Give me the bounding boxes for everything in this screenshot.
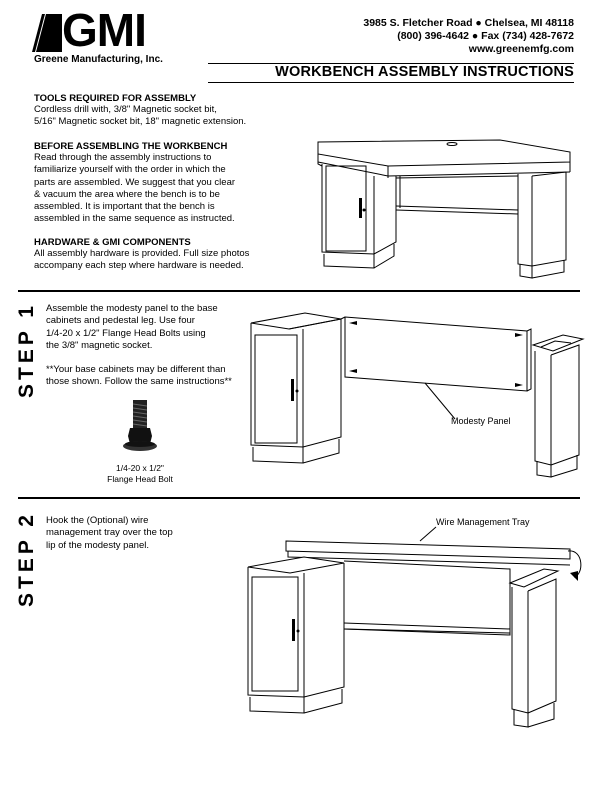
logo-mark-icon <box>32 14 62 52</box>
tools-text: Cordless drill with, 3/8" Magnetic socket bit, 5/16" Magnetic socket bit, 18" magnetic extension. <box>34 104 247 128</box>
hardware-heading: HARDWARE & GMI COMPONENTS <box>34 237 191 248</box>
company-name: Greene Manufacturing, Inc. <box>34 54 163 65</box>
step1-text: Assemble the modesty panel to the base cabinets and pedestal leg. Use four 1/4-20 x 1/2" Flange Head Bolts using the 3/8" magnetic socket. <box>46 303 218 351</box>
logo-text: GMI <box>62 4 146 56</box>
step2-illustration <box>240 525 590 735</box>
company-address: 3985 S. Fletcher Road ● Chelsea, MI 48118 <box>363 17 574 29</box>
step1-rule <box>18 290 580 292</box>
step1-illustration <box>245 305 590 485</box>
wire-tray-callout: Wire Management Tray <box>436 517 530 527</box>
bolt-caption: 1/4-20 x 1/2" Flange Head Bolt <box>107 463 173 484</box>
company-phone: (800) 396-4642 ● Fax (734) 428-7672 <box>397 30 574 42</box>
hardware-text: All assembly hardware is provided. Full size photos accompany each step where hardware is needed. <box>34 248 250 272</box>
tools-heading: TOOLS REQUIRED FOR ASSEMBLY <box>34 93 197 104</box>
before-text: Read through the assembly instructions to familiarize yourself with the order in which the parts are assembled. We suggest that you clear & vacuum the area where the bench is to be assembled. It is important that the bench is assembled in the same sequence as instructed. <box>34 152 236 225</box>
step2-label: STEP 2 <box>15 511 38 607</box>
workbench-illustration <box>300 132 590 282</box>
bolt-icon <box>122 398 158 456</box>
title-underline <box>208 82 574 83</box>
company-website: www.greenemfg.com <box>468 43 574 55</box>
before-heading: BEFORE ASSEMBLING THE WORKBENCH <box>34 141 228 152</box>
step1-label: STEP 1 <box>15 302 38 398</box>
step2-text: Hook the (Optional) wire management tray over the top lip of the modesty panel. <box>46 515 173 551</box>
modesty-panel-callout: Modesty Panel <box>451 416 511 426</box>
step1-note: **Your base cabinets may be different than those shown. Follow the same instructions** <box>46 364 232 388</box>
page-title: WORKBENCH ASSEMBLY INSTRUCTIONS <box>275 64 574 80</box>
step2-rule <box>18 497 580 499</box>
